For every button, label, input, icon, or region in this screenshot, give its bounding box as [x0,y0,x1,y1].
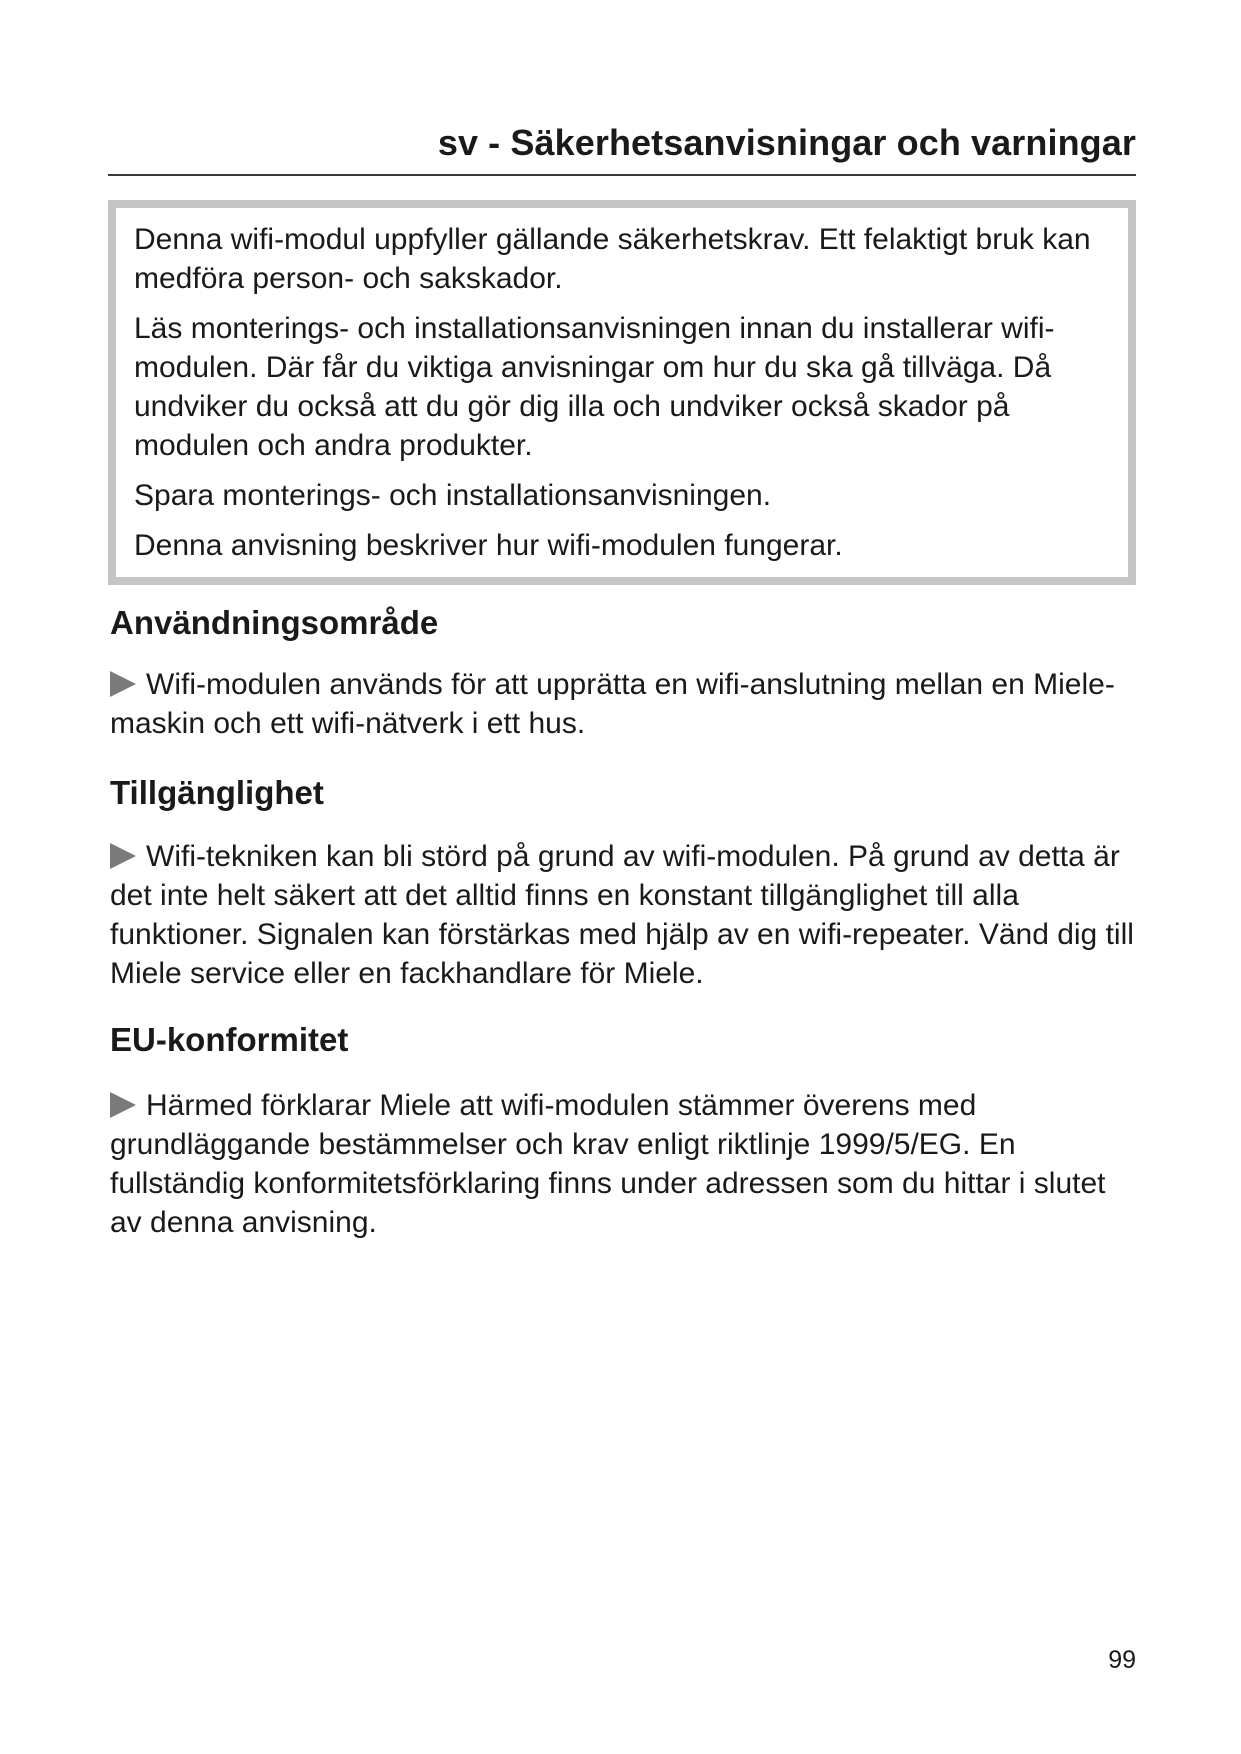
section-eu-conformity [110,1020,1140,1242]
safety-notice-box [108,200,1136,585]
section-heading: Användningsområde [110,604,439,641]
section-paragraph [110,1086,1140,1242]
page-title: sv - Säkerhetsanvisningar och varningar [437,122,1136,163]
section-availability [110,773,1140,993]
notice-paragraph: Denna anvisning beskriver hur wifi-modulen fungerar. [134,529,843,562]
notice-paragraph: Denna wifi-modul uppfyller gällande säkerhetskrav. Ett felaktigt bruk kan medföra person- och sakskador. [134,223,1091,295]
section-text: Wifi-tekniken kan bli störd på grund av wifi-modulen. På grund av detta är det inte helt säkert att det alltid finns en konstant tillgänglighet till alla funktioner. Signalen kan förstärkas med hjälp av en wifi-repeater. Vänd dig till Miele service eller en fackhandlare för Miele. [110,840,1134,990]
notice-paragraph: Spara monterings- och installationsanvisningen. [134,479,772,512]
section-text: Härmed förklarar Miele att wifi-modulen stämmer överens med grundläggande bestämmelser och krav enligt riktlinje 1999/5/EG. En fullständig konformitetsförklaring finns under adressen som du hittar i slutet av denna anvisning. [110,1089,1106,1239]
section-paragraph [110,665,1140,743]
page-number: 99 [1108,1646,1136,1674]
section-text: Wifi-modulen används för att upprätta en wifi-anslutning mellan en Miele-maskin och ett wifi-nätverk i ett hus. [110,668,1115,740]
triangle-right-icon [110,1092,136,1118]
section-paragraph [110,837,1140,993]
triangle-right-icon [110,843,136,869]
section-heading: EU-konformitet [110,1021,349,1058]
page-header [108,118,1136,176]
notice-paragraph: Läs monterings- och installationsanvisningen innan du installerar wifi-modulen. Där får du viktiga anvisningar om hur du ska gå tillväga. Då undviker du också att du gör dig illa och undviker också skador på modulen och andra produkter. [134,312,1055,462]
section-heading: Tillgänglighet [110,774,324,811]
triangle-right-icon [110,671,136,697]
section-usage [110,603,1140,743]
